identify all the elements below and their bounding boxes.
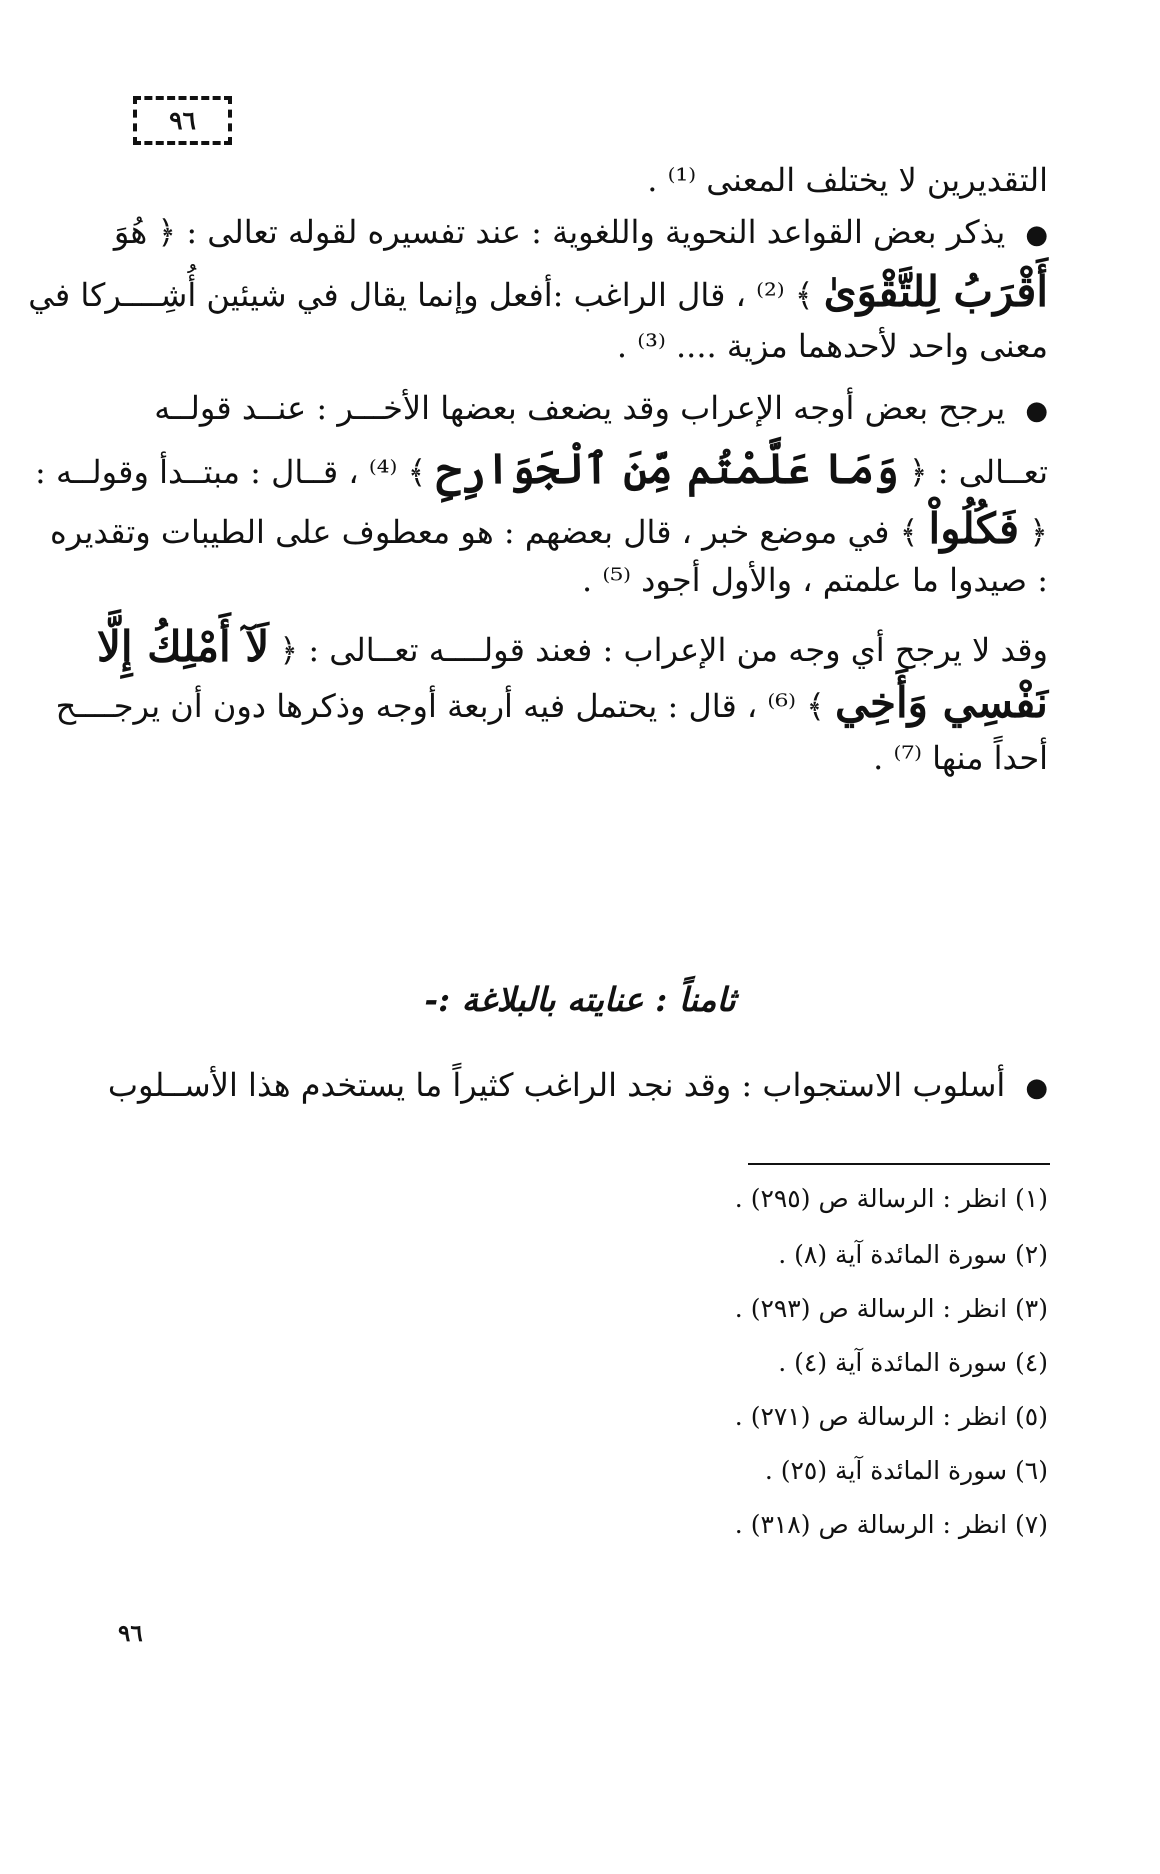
paragraph-1-line-2 [28, 267, 1048, 316]
quran-verse: نَفْسِي وَأَخِي [835, 678, 1048, 727]
paragraph-2-text: ﴿ [1029, 513, 1048, 551]
footnote-2: (٢) سورة المائدة آية (٨) . [778, 1240, 1048, 1269]
paragraph-3-line-1 [96, 622, 1048, 671]
footnote-4: (٤) سورة المائدة آية (٤) . [778, 1348, 1048, 1377]
footnote-5: (٥) انظر : الرسالة ص (٢٧١) . [734, 1402, 1048, 1431]
bullet-icon: ● [1025, 1073, 1048, 1103]
paragraph-2-line-2 [35, 444, 1048, 493]
quran-verse: لَآ أَمْلِكُ إِلَّا [96, 622, 270, 671]
footnote-3: (٣) انظر : الرسالة ص (٢٩٣) . [734, 1294, 1048, 1323]
quran-verse: وَمَا عَلَّمْتُم مِّنَ ٱلْجَوَارِحِ [436, 444, 899, 493]
paragraph-2-text: ﴾ في موضع خبر ، قال بعضهم : هو معطوف على الطيبات وتقديره [50, 513, 919, 551]
bullet-icon: ● [1025, 220, 1048, 250]
text-line-1: التقديرين لا يختلف المعنى ⁽¹⁾ . [647, 161, 1048, 199]
paragraph-3-line-3: أحداً منها ⁽⁷⁾ . [873, 739, 1048, 777]
paragraph-4-line-1 [107, 1066, 1048, 1104]
footnote-separator [748, 1163, 1050, 1165]
paragraph-2-text: ﴾ ⁽⁴⁾ ، قــال : مبتــدأ وقولــه : [35, 453, 427, 491]
page-number-box: ٩٦ [133, 96, 232, 145]
paragraph-4-text: أسلوب الاستجواب : وقد نجد الراغب كثيراً ما يستخدم هذا الأســلوب [107, 1066, 1006, 1104]
paragraph-2-line-4: : صيدوا ما علمتم ، والأول أجود ⁽⁵⁾ . [582, 561, 1048, 599]
paragraph-3-line-2 [55, 678, 1048, 727]
bullet-icon: ● [1025, 396, 1048, 426]
paragraph-1-line-3: معنى واحد لأحدهما مزية .... ⁽³⁾ . [616, 327, 1048, 365]
page-number-bottom: ٩٦ [118, 1620, 143, 1647]
paragraph-1-line-1 [108, 213, 1048, 251]
footnote-1: (١) انظر : الرسالة ص (٢٩٥) . [734, 1184, 1048, 1213]
paragraph-2-line-3 [50, 504, 1048, 553]
paragraph-1-text: يذكر بعض القواعد النحوية واللغوية : عند تفسيره لقوله تعالى : ﴿ هُوَ [113, 213, 1006, 251]
footnote-7: (٧) انظر : الرسالة ص (٣١٨) . [734, 1510, 1048, 1539]
paragraph-3-text: ﴾ ⁽⁶⁾ ، قال : يحتمل فيه أربعة أوجه وذكرها دون أن يرجــــح [55, 687, 825, 725]
paragraph-2-line-1 [108, 389, 1048, 427]
paragraph-2-text: تعــالى : ﴿ [908, 453, 1048, 491]
paragraph-2-text: يرجح بعض أوجه الإعراب وقد يضعف بعضها الأخـــر : عنــد قولــه [154, 389, 1006, 427]
paragraph-3-text: وقد لا يرجح أي وجه من الإعراب : فعند قولــــه تعــالى : ﴿ [279, 631, 1048, 669]
quran-verse: فَكُلُواْ [928, 504, 1020, 553]
paragraph-1-text: ﴾ ⁽²⁾ ، قال الراغب :أفعل وإنما يقال في شيئين أُشِــــركا في [28, 276, 814, 314]
footnote-6: (٦) سورة المائدة آية (٢٥) . [764, 1456, 1048, 1485]
quran-verse: أَقْرَبُ لِلتَّقْوَىٰ [823, 267, 1048, 316]
section-heading: ثامناً : عنايته بالبلاغة :- [424, 980, 736, 1019]
